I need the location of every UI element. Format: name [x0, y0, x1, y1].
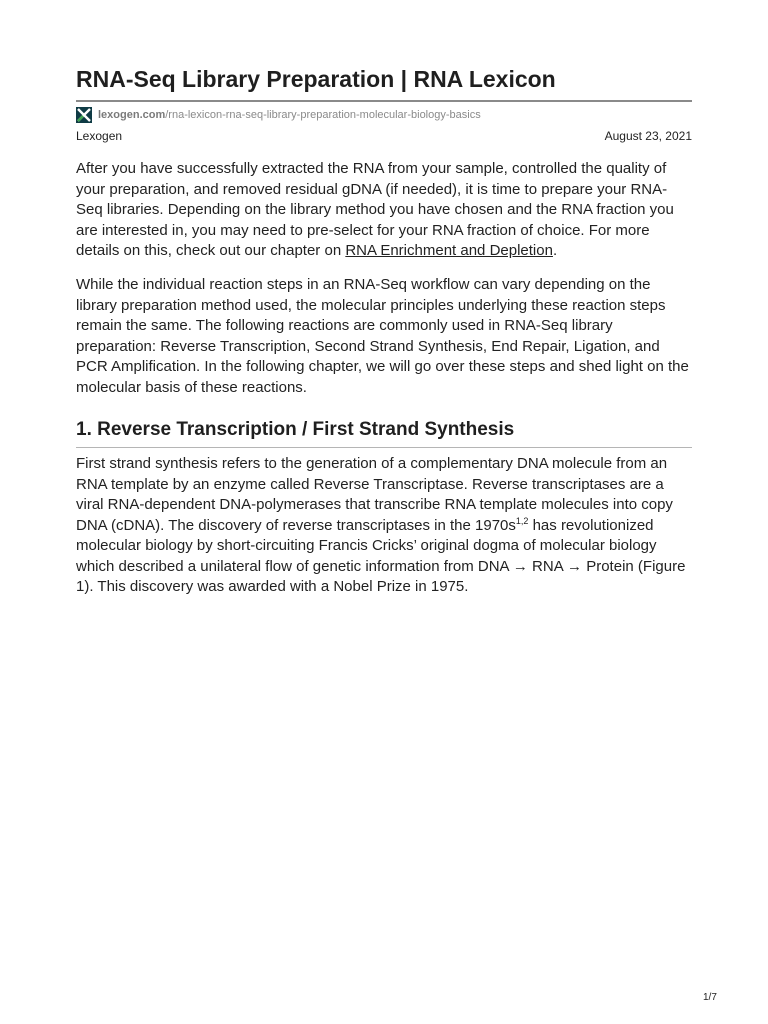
- paragraph-first-strand-text-b: has revolutionized molecular biology by short-circuiting Francis Cricks’ original dogma of molecular biology which described a unilateral flow of genetic information from DNA → RNA → Protein (Figure 1). This discovery was awarded with a Nobel Prize in 1975.: [76, 516, 686, 595]
- paragraph-first-strand-text-a: First strand synthesis refers to the generation of a complementary DNA molecule from an RNA template by an enzyme called Reverse Transcriptase. Reverse transcriptases are a viral RNA-dependent DNA-polymerases that transcribe RNA template molecules into copy DNA (cDNA). The discovery of reverse transcriptases in the 1970s: [76, 455, 673, 534]
- paragraph-intro-end: .: [552, 242, 558, 259]
- page-title: RNA-Seq Library Preparation | RNA Lexicon: [76, 66, 556, 92]
- lexogen-favicon-icon: [76, 107, 92, 123]
- section-heading-reverse-transcription: 1. Reverse Transcription / First Strand Synthesis: [76, 419, 515, 440]
- source-path[interactable]: /rna-lexicon-rna-seq-library-preparation-molecular-biology-basics: [165, 109, 481, 121]
- paragraph-intro: [76, 159, 692, 262]
- rna-enrichment-link[interactable]: RNA Enrichment and Depletion: [345, 242, 553, 259]
- article-date: August 23, 2021: [604, 129, 692, 143]
- article-meta: [76, 129, 692, 145]
- paragraph-intro-text: After you have successfully extracted the RNA from your sample, controlled the quality of your preparation, and removed residual gDNA (if needed), it is time to prepare your RNA-Seq libraries. Depending on the library method you have chosen and the RNA fraction you are interested in, you may need to pre-select for your RNA fraction of choice. For more details on this, check out our chapter on: [76, 160, 674, 259]
- page-number: 1/7: [703, 992, 717, 1003]
- source-domain[interactable]: lexogen.com: [98, 109, 166, 121]
- paragraph-workflow: While the individual reaction steps in an RNA-Seq workflow can vary depending on the library preparation method used, the molecular principles underlying these reaction steps remain the same. The following reactions are commonly used in RNA-Seq library preparation: Reverse Transcription, Second Strand Synthesis, End Repair, Ligation, and PCR Amplification. In the following chapter, we will go over these steps and shed light on the molecular basis of these reactions.: [76, 276, 689, 396]
- section-divider: [76, 447, 692, 448]
- source-url-row[interactable]: [76, 106, 692, 124]
- title-divider: [76, 100, 692, 102]
- citation-superscript[interactable]: 1,2: [515, 515, 529, 526]
- article-author: Lexogen: [76, 129, 123, 143]
- paragraph-first-strand: [76, 454, 692, 598]
